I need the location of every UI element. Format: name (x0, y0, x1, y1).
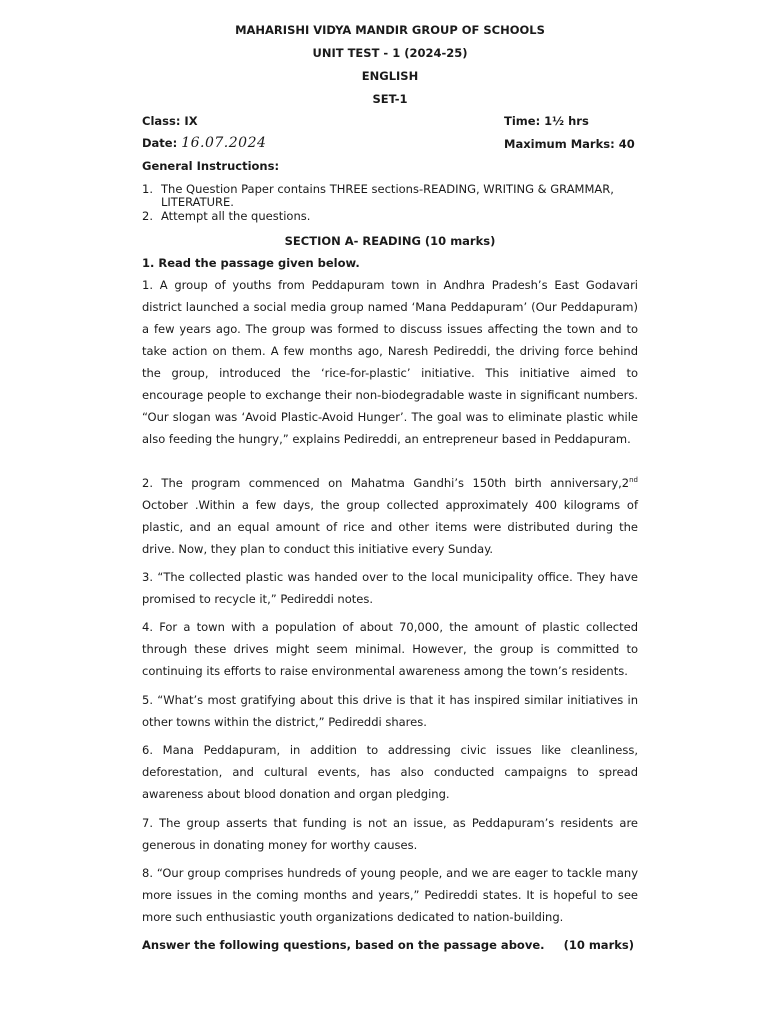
class-label: Class: IX (142, 114, 198, 128)
date-label: Date: (142, 136, 178, 150)
school-name: MAHARISHI VIDYA MANDIR GROUP OF SCHOOLS (235, 23, 545, 37)
question-1-heading: 1. Read the passage given below. (142, 256, 360, 270)
passage-paragraph-1: 1. A group of youths from Peddapuram town in Andhra Pradesh’s East Godavari district launched a social media group named ‘Mana Peddapuram’ (Our Peddapuram) a few years ago. The group was formed to discuss issues affecting the town and to take action on them. A few months ago, Naresh Pedireddi, the driving force behind the group, introduced the ‘rice-for-plastic’ initiative. This initiative aimed to encourage people to exchange their non-biodegradable waste in significant numbers. “Our slogan was ‘Avoid Plastic-Avoid Hunger’. The goal was to eliminate plastic while also feeding the hungry,” explains Pedireddi, an entrepreneur based in Peddapuram. (142, 278, 638, 446)
test-title: UNIT TEST - 1 (2024-25) (312, 46, 468, 60)
passage-paragraph-7: 7. The group asserts that funding is not an issue, as Peddapuram’s residents are generous in donating money for worthy causes. (142, 816, 638, 852)
passage-paragraph-2: 2. The program commenced on Mahatma Gandhi’s 150th birth anniversary,2nd October .Within a few days, the group collected approximately 400 kilograms of plastic, and an equal amount of rice and other items were distributed during the drive. Now, they plan to conduct this initiative every Sunday. (142, 476, 638, 556)
answer-prompt: Answer the following questions, based on the passage above. (142, 938, 545, 952)
passage-paragraph-4: 4. For a town with a population of about 70,000, the amount of plastic collected through these drives might seem minimal. However, the group is committed to continuing its efforts to raise environmental awareness among the town’s residents. (142, 620, 638, 678)
date-row (142, 135, 266, 151)
handwritten-date: 16.07.2024 (181, 135, 267, 151)
passage-paragraph-6: 6. Mana Peddapuram, in addition to addressing civic issues like cleanliness, deforestation, and cultural events, has also conducted campaigns to spread awareness about blood donation and organ pledging. (142, 743, 638, 801)
answer-marks: (10 marks) (563, 938, 634, 952)
instructions-title: General Instructions: (142, 159, 280, 173)
instruction-item: 2. Attempt all the questions. (142, 209, 311, 223)
section-a-title: SECTION A- READING (10 marks) (284, 234, 496, 248)
set-title: SET-1 (372, 92, 408, 106)
answer-prompt-row (142, 938, 638, 952)
passage-paragraph-3: 3. “The collected plastic was handed over to the local municipality office. They have promised to recycle it,” Pedireddi notes. (142, 570, 638, 606)
subject-title: ENGLISH (361, 69, 419, 83)
passage-paragraph-8: 8. “Our group comprises hundreds of young people, and we are eager to tackle many more issues in the coming months and years,” Pedireddi states. It is hopeful to see more such enthusiastic youth organizations dedicated to nation-building. (142, 866, 638, 924)
passage-paragraph-5: 5. “What’s most gratifying about this drive is that it has inspired similar initiatives in other towns within the district,” Pedireddi shares. (142, 693, 638, 729)
instructions-list (142, 183, 638, 223)
time-label: Time: 1½ hrs (504, 114, 589, 128)
instruction-item: 1. The Question Paper contains THREE sections-READING, WRITING & GRAMMAR, LITERATURE. (142, 182, 614, 209)
max-marks-label: Maximum Marks: 40 (504, 137, 635, 151)
